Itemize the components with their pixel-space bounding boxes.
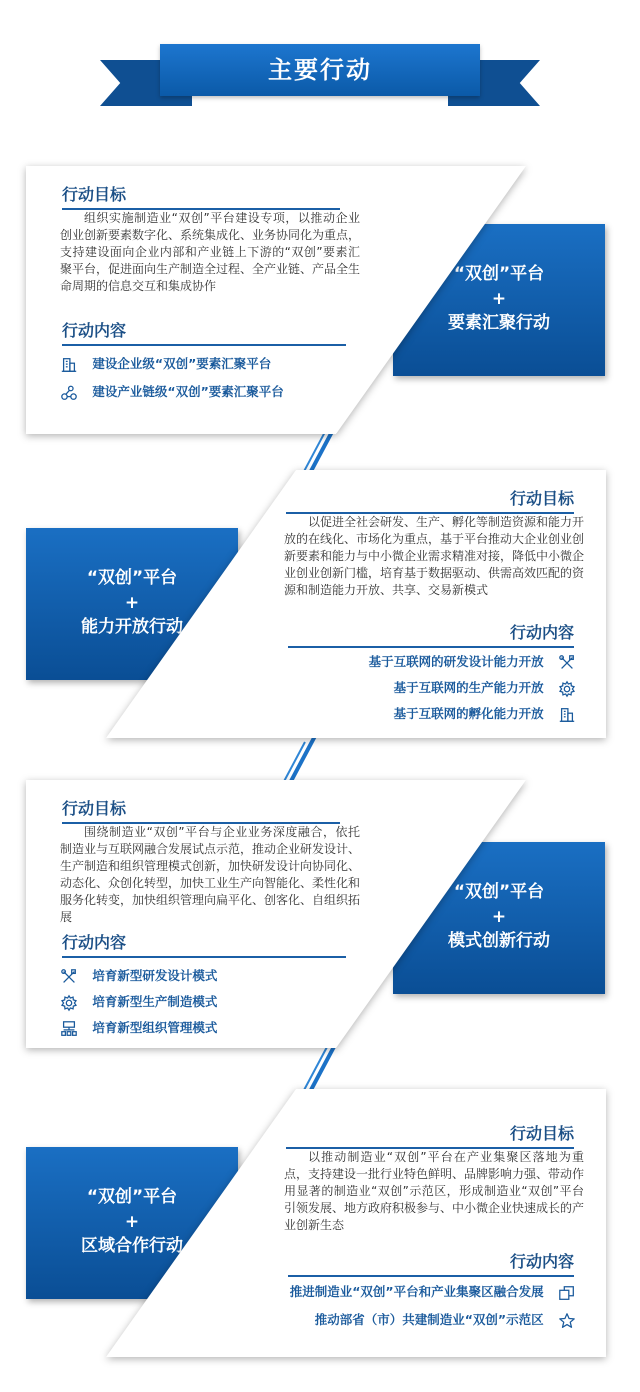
gear-icon [558,680,576,698]
action-item-label: 建设产业链级“双创”要素汇聚平台 [92,384,284,399]
action-block-3 [0,780,640,1070]
tools-icon [60,968,78,986]
action-item-label: 基于互联网的孵化能力开放 [393,706,544,721]
org-chart-icon [60,1020,78,1038]
action-item-label: 培育新型研发设计模式 [92,968,218,983]
action-item-label: 培育新型组织管理模式 [92,1020,218,1035]
overlap-squares-icon [558,1284,576,1302]
goal-text: 组织实施制造业“双创”平台建设专项，以推动企业创业创新要素数字化、系统集成化、业务协同化为重点，支持建设面向企业内部和产业链上下游的“双创”要素汇聚平台，促进面向生产制造全过程、全产业链、产品全生命周期的信息交互和集成协作 [60,211,361,293]
action-item [290,1282,576,1302]
building-icon [60,356,78,374]
panel-plus: + [124,1212,140,1232]
ribbon [160,44,480,96]
panel-action: 模式创新行动 [448,931,550,951]
panel-title: “双创”平台 [453,882,545,902]
panel-title: “双创”平台 [453,264,545,284]
building-icon [558,706,576,724]
panel-action: 能力开放行动 [81,617,183,637]
action-item [60,992,217,1012]
content-title: 行动内容 [62,318,346,346]
content-title: 行动内容 [288,620,574,648]
star-icon [558,1312,576,1330]
goal-text: 以推动制造业“双创”平台在产业集聚区落地为重点，支持建设一批行业特色鲜明、品牌影响力强、带动作用显著的制造业“双创”示范区，形成制造业“双创”平台引领发展、地方政府积极参与、中小微企业快速成长的产业创新生态 [284,1150,585,1232]
panel-title: “双创”平台 [86,568,178,588]
action-item-label: 推动部省（市）共建制造业“双创”示范区 [314,1312,544,1327]
action-item [369,652,576,672]
panel-plus: + [491,289,507,309]
goal-title: 行动目标 [286,486,574,514]
action-item-label: 推进制造业“双创”平台和产业集聚区融合发展 [289,1284,544,1299]
goal-title: 行动目标 [62,796,340,824]
goal-title: 行动目标 [286,1121,574,1149]
tools-icon [558,654,576,672]
panel-plus: + [124,593,140,613]
panel-plus: + [491,907,507,927]
action-item [394,678,576,698]
action-block-4 [0,1085,640,1375]
action-item-label: 基于互联网的生产能力开放 [393,680,544,695]
panel-title: “双创”平台 [86,1187,178,1207]
action-item [60,966,217,986]
goal-text: 以促进全社会研发、生产、孵化等制造资源和能力开放的在线化、市场化为重点，基于平台推动大企业创业创新要素和能力与中小微企业需求精准对接，降低中小微企业创业创新门槛，培育基于数据驱动、供需高效匹配的资源和制造能力开放、共享、交易新模式 [284,515,585,597]
gear-icon [60,994,78,1012]
action-block-1 [0,162,640,452]
action-item [60,1018,217,1038]
goal-title: 行动目标 [62,182,340,210]
header-banner [0,0,640,120]
panel-action: 要素汇聚行动 [448,313,550,333]
content-title: 行动内容 [62,930,346,958]
panel-action: 区域合作行动 [81,1236,183,1256]
action-item-label: 基于互联网的研发设计能力开放 [368,654,544,669]
action-item-label: 培育新型生产制造模式 [92,994,218,1009]
goal-text: 围绕制造业“双创”平台与企业业务深度融合，依托制造业与互联网融合发展试点示范，推动企业研发设计、生产制造和组织管理模式创新，加快研发设计向协同化、动态化、众创化转型，加快工业生产向智能化、柔性化和服务化转变，加快组织管理向扁平化、创客化、自组织拓展 [60,825,361,924]
action-item [60,382,284,402]
action-block-2 [0,470,640,760]
network-icon [60,384,78,402]
page-title: 主要行动 [268,56,372,84]
action-item [315,1310,576,1330]
action-item [394,704,576,724]
action-item-label: 建设企业级“双创”要素汇聚平台 [92,356,272,371]
action-item [60,354,271,374]
content-title: 行动内容 [288,1249,574,1277]
